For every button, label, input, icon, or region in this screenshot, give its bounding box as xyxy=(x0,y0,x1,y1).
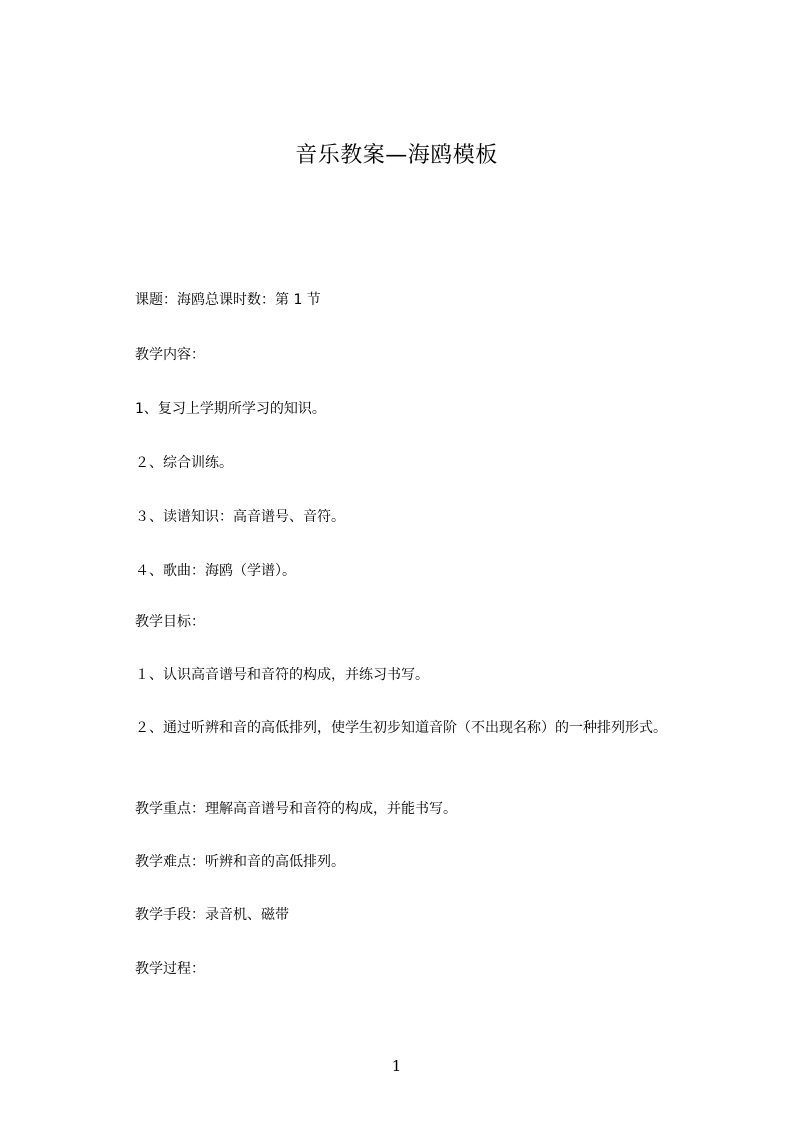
document-title: 音乐教案—海鸥模板 xyxy=(295,143,498,168)
paragraph-content-item-4: ４、歌曲：海鸥（学谱）。 xyxy=(135,563,296,579)
paragraph-content-item-2: ２、综合训练。 xyxy=(135,455,233,471)
paragraph-goal-2: ２、通过听辨和音的高低排列，使学生初步知道音阶（不出现名称）的一种排列形式。 xyxy=(135,720,667,736)
paragraph-teaching-aids: 教学手段：录音机、磁带 xyxy=(135,907,289,923)
paragraph-key-points: 教学重点：理解高音谱号和音符的构成，并能书写。 xyxy=(135,801,457,817)
paragraph-content-heading: 教学内容： xyxy=(135,347,205,363)
page-number: 1 xyxy=(391,1057,402,1075)
paragraph-process-heading: 教学过程： xyxy=(135,961,205,977)
paragraph-topic: 课题：海鸥总课时数：第 1 节 xyxy=(135,292,321,308)
paragraph-content-item-1: 1、复习上学期所学习的知识。 xyxy=(135,401,326,417)
paragraph-difficulties: 教学难点：听辨和音的高低排列。 xyxy=(135,854,345,870)
paragraph-goals-heading: 教学目标： xyxy=(135,614,205,630)
paragraph-content-item-3: ３、读谱知识：高音谱号、音符。 xyxy=(135,509,345,525)
paragraph-goal-1: １、认识高音谱号和音符的构成，并练习书写。 xyxy=(135,667,429,683)
